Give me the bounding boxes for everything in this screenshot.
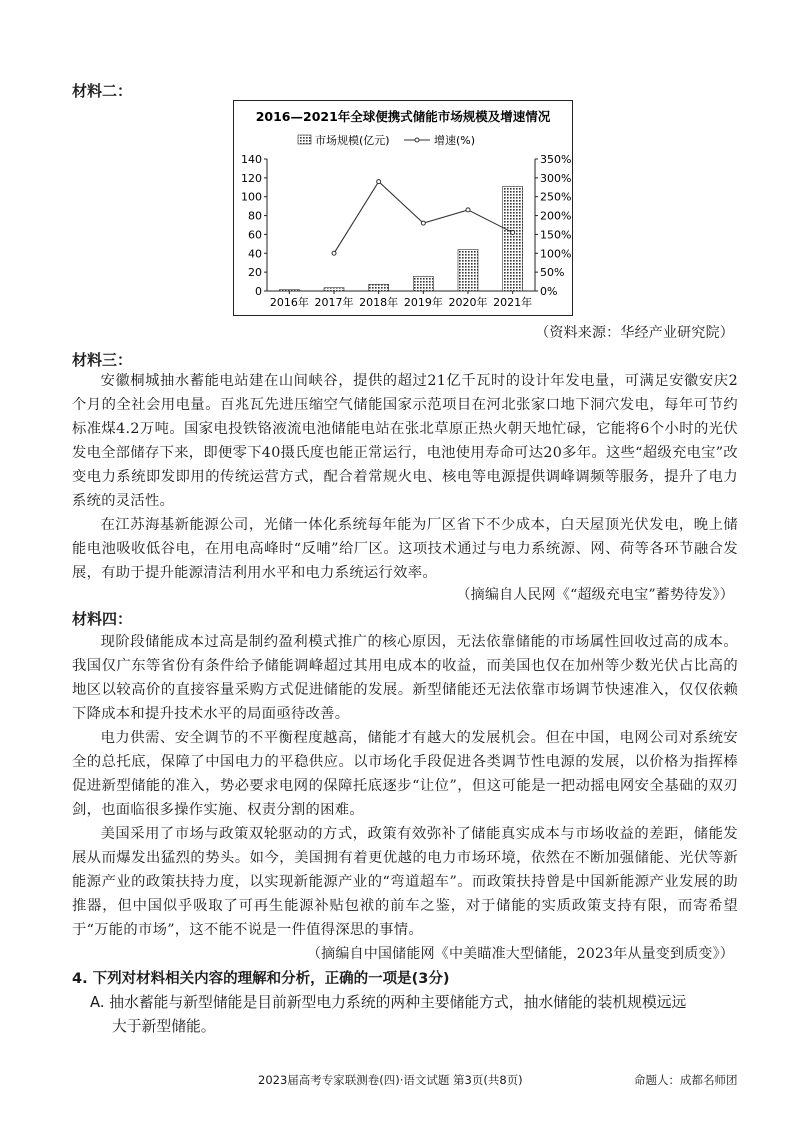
section4-heading: 材料四： <box>72 610 133 628</box>
growth-rate-point <box>332 251 336 255</box>
left-axis-tick-label: 100 <box>241 190 262 204</box>
market-size-bar <box>279 290 299 291</box>
right-axis-tick-label: 150% <box>540 228 572 242</box>
legend-bar-label: 市场规模(亿元) <box>315 134 390 147</box>
chart-growth-line <box>332 180 515 256</box>
market-size-bar <box>324 288 344 291</box>
growth-rate-line <box>334 182 513 254</box>
right-axis-tick-label: 350% <box>540 153 572 166</box>
legend-line-marker <box>415 138 419 142</box>
footer-right: 命题人：成都名师团 <box>634 1073 738 1087</box>
market-size-bar <box>413 276 433 291</box>
left-axis-tick-label: 120 <box>241 171 262 185</box>
left-axis-tick-label: 40 <box>248 247 262 261</box>
section3-paragraph-1: 安徽桐城抽水蓄能电站建在山间峡谷，提供的超过21亿千瓦时的设计年发电量，可满足安徽安庆2个月的全社会用电量。百兆瓦先进压缩空气储能国家示范项目在河北张家口地下洞穴发电，每年可节约标准煤4.2万吨。国家电投铁铬液流电池储能电站在张北草原正热火朝天地忙碌，它能将6个小时的光伏发电全部储存下来，即便零下40摄氏度也能正常运行，电池使用寿命可达20多年。这些“超级充电宝”改变电力系统即发即用的传统运营方式，配合着常规火电、核电等电源提供调峰调频等服务，提升了电力系统的灵活性。 <box>72 373 738 509</box>
section4-paragraph-2: 电力供需、安全调节的不平衡程度越高，储能才有越大的发展机会。但在中国，电网公司对系统安全的总托底，保障了中国电力的平稳供应。以市场化手段促进各类调节性电源的发展，以价格为指挥棒促进新型储能的准入，势必要求电网的保障托底逐步“让位”，但这可能是一把动摇电网安全基础的双刃剑，也面临很多操作实施、权责分割的困难。 <box>72 730 738 818</box>
section3-source: （摘编自人民网《“超级充电宝”蓄势待发》） <box>456 587 734 603</box>
left-axis-tick-label: 140 <box>241 153 262 166</box>
chart-title: 2016—2021年全球便携式储能市场规模及增速情况 <box>255 109 551 124</box>
x-axis-tick-label: 2021年 <box>493 296 533 309</box>
x-axis-tick-label: 2020年 <box>448 296 488 309</box>
growth-rate-point <box>377 180 381 184</box>
right-axis-tick-label: 50% <box>540 266 565 280</box>
right-axis-tick-label: 300% <box>540 171 572 185</box>
legend-bar-swatch <box>298 135 311 144</box>
market-chart <box>233 100 573 316</box>
x-axis-tick-label: 2019年 <box>403 296 443 309</box>
chart-legend <box>298 133 475 147</box>
legend-line-label: 增速(%) <box>434 134 476 147</box>
x-axis-tick-label: 2017年 <box>314 296 354 309</box>
left-axis-tick-label: 60 <box>248 228 262 242</box>
option-a-line1: A. 抽水蓄能与新型储能是目前新型电力系统的两种主要储能方式，抽水储能的装机规模远远 <box>90 994 687 1011</box>
x-axis-tick-label: 2016年 <box>269 296 309 309</box>
section2-heading: 材料二： <box>72 82 133 100</box>
section3-paragraph-2: 在江苏海基新能源公司，光储一体化系统每年能为厂区省下不少成本，白天屋顶光伏发电，晚上储能电池吸收低谷电，在用电高峰时“反哺”给厂区。这项技术通过与电力系统源、网、荷等各环节融合发展，有助于提升能源清洁利用水平和电力系统运行效率。 <box>72 517 738 581</box>
growth-rate-point <box>511 231 515 235</box>
section2-source: （资料来源：华经产业研究院） <box>535 325 734 341</box>
left-axis-tick-label: 0 <box>255 285 262 298</box>
market-size-bar <box>458 250 478 291</box>
market-size-bar <box>503 186 523 291</box>
left-axis-tick-label: 80 <box>248 209 262 223</box>
market-size-bar <box>369 284 389 291</box>
question-4-stem: 4. 下列对材料相关内容的理解和分析，正确的一项是(3分) <box>72 971 450 987</box>
section4-source: （摘编自中国储能网《中美瞄准大型储能，2023年从量变到质变》） <box>306 946 734 962</box>
question-4-option-a <box>90 991 740 1039</box>
section3-heading: 材料三： <box>72 351 133 369</box>
section4-paragraph-3: 美国采用了市场与政策双轮驱动的方式，政策有效弥补了储能真实成本与市场收益的差距，储能发展从而爆发出猛烈的势头。如今，美国拥有着更优越的电力市场环境，依然在不断加强储能、光伏等新能源产业的政策扶持力度，以实现新能源产业的“弯道超车”。而政策扶持曾是中国新能源产业发展的助推器，但中国似乎吸取了可再生能源补贴包袱的前车之鉴，对于储能的实质政策支持有限，而寄希望于“万能的市场”，这不能不说是一件值得深思的事情。 <box>72 826 738 938</box>
right-axis-tick-label: 200% <box>540 209 572 223</box>
footer-center: 2023届高考专家联测卷(四)·语文试题 第3页(共8页) <box>258 1073 523 1087</box>
chart-svg <box>234 101 572 315</box>
x-axis-tick-label: 2018年 <box>359 296 399 309</box>
left-axis-tick-label: 20 <box>248 266 262 280</box>
right-axis-tick-label: 0% <box>540 285 558 298</box>
right-axis-tick-label: 250% <box>540 190 572 204</box>
growth-rate-point <box>466 208 470 212</box>
section4-paragraph-1: 现阶段储能成本过高是制约盈利模式推广的核心原因，无法依靠储能的市场属性回收过高的成本。我国仅广东等省份有条件给予储能调峰超过其用电成本的收益，而美国也仅在加州等少数光伏占比高的地区以较高价的直接容量采购方式促进储能的发展。新型储能还无法依靠市场调节快速准入，仅仅依赖下降成本和提升技术水平的局面亟待改善。 <box>72 634 738 722</box>
right-axis-tick-label: 100% <box>540 247 572 261</box>
growth-rate-point <box>421 221 425 225</box>
option-a-line2: 大于新型储能。 <box>112 1018 216 1035</box>
